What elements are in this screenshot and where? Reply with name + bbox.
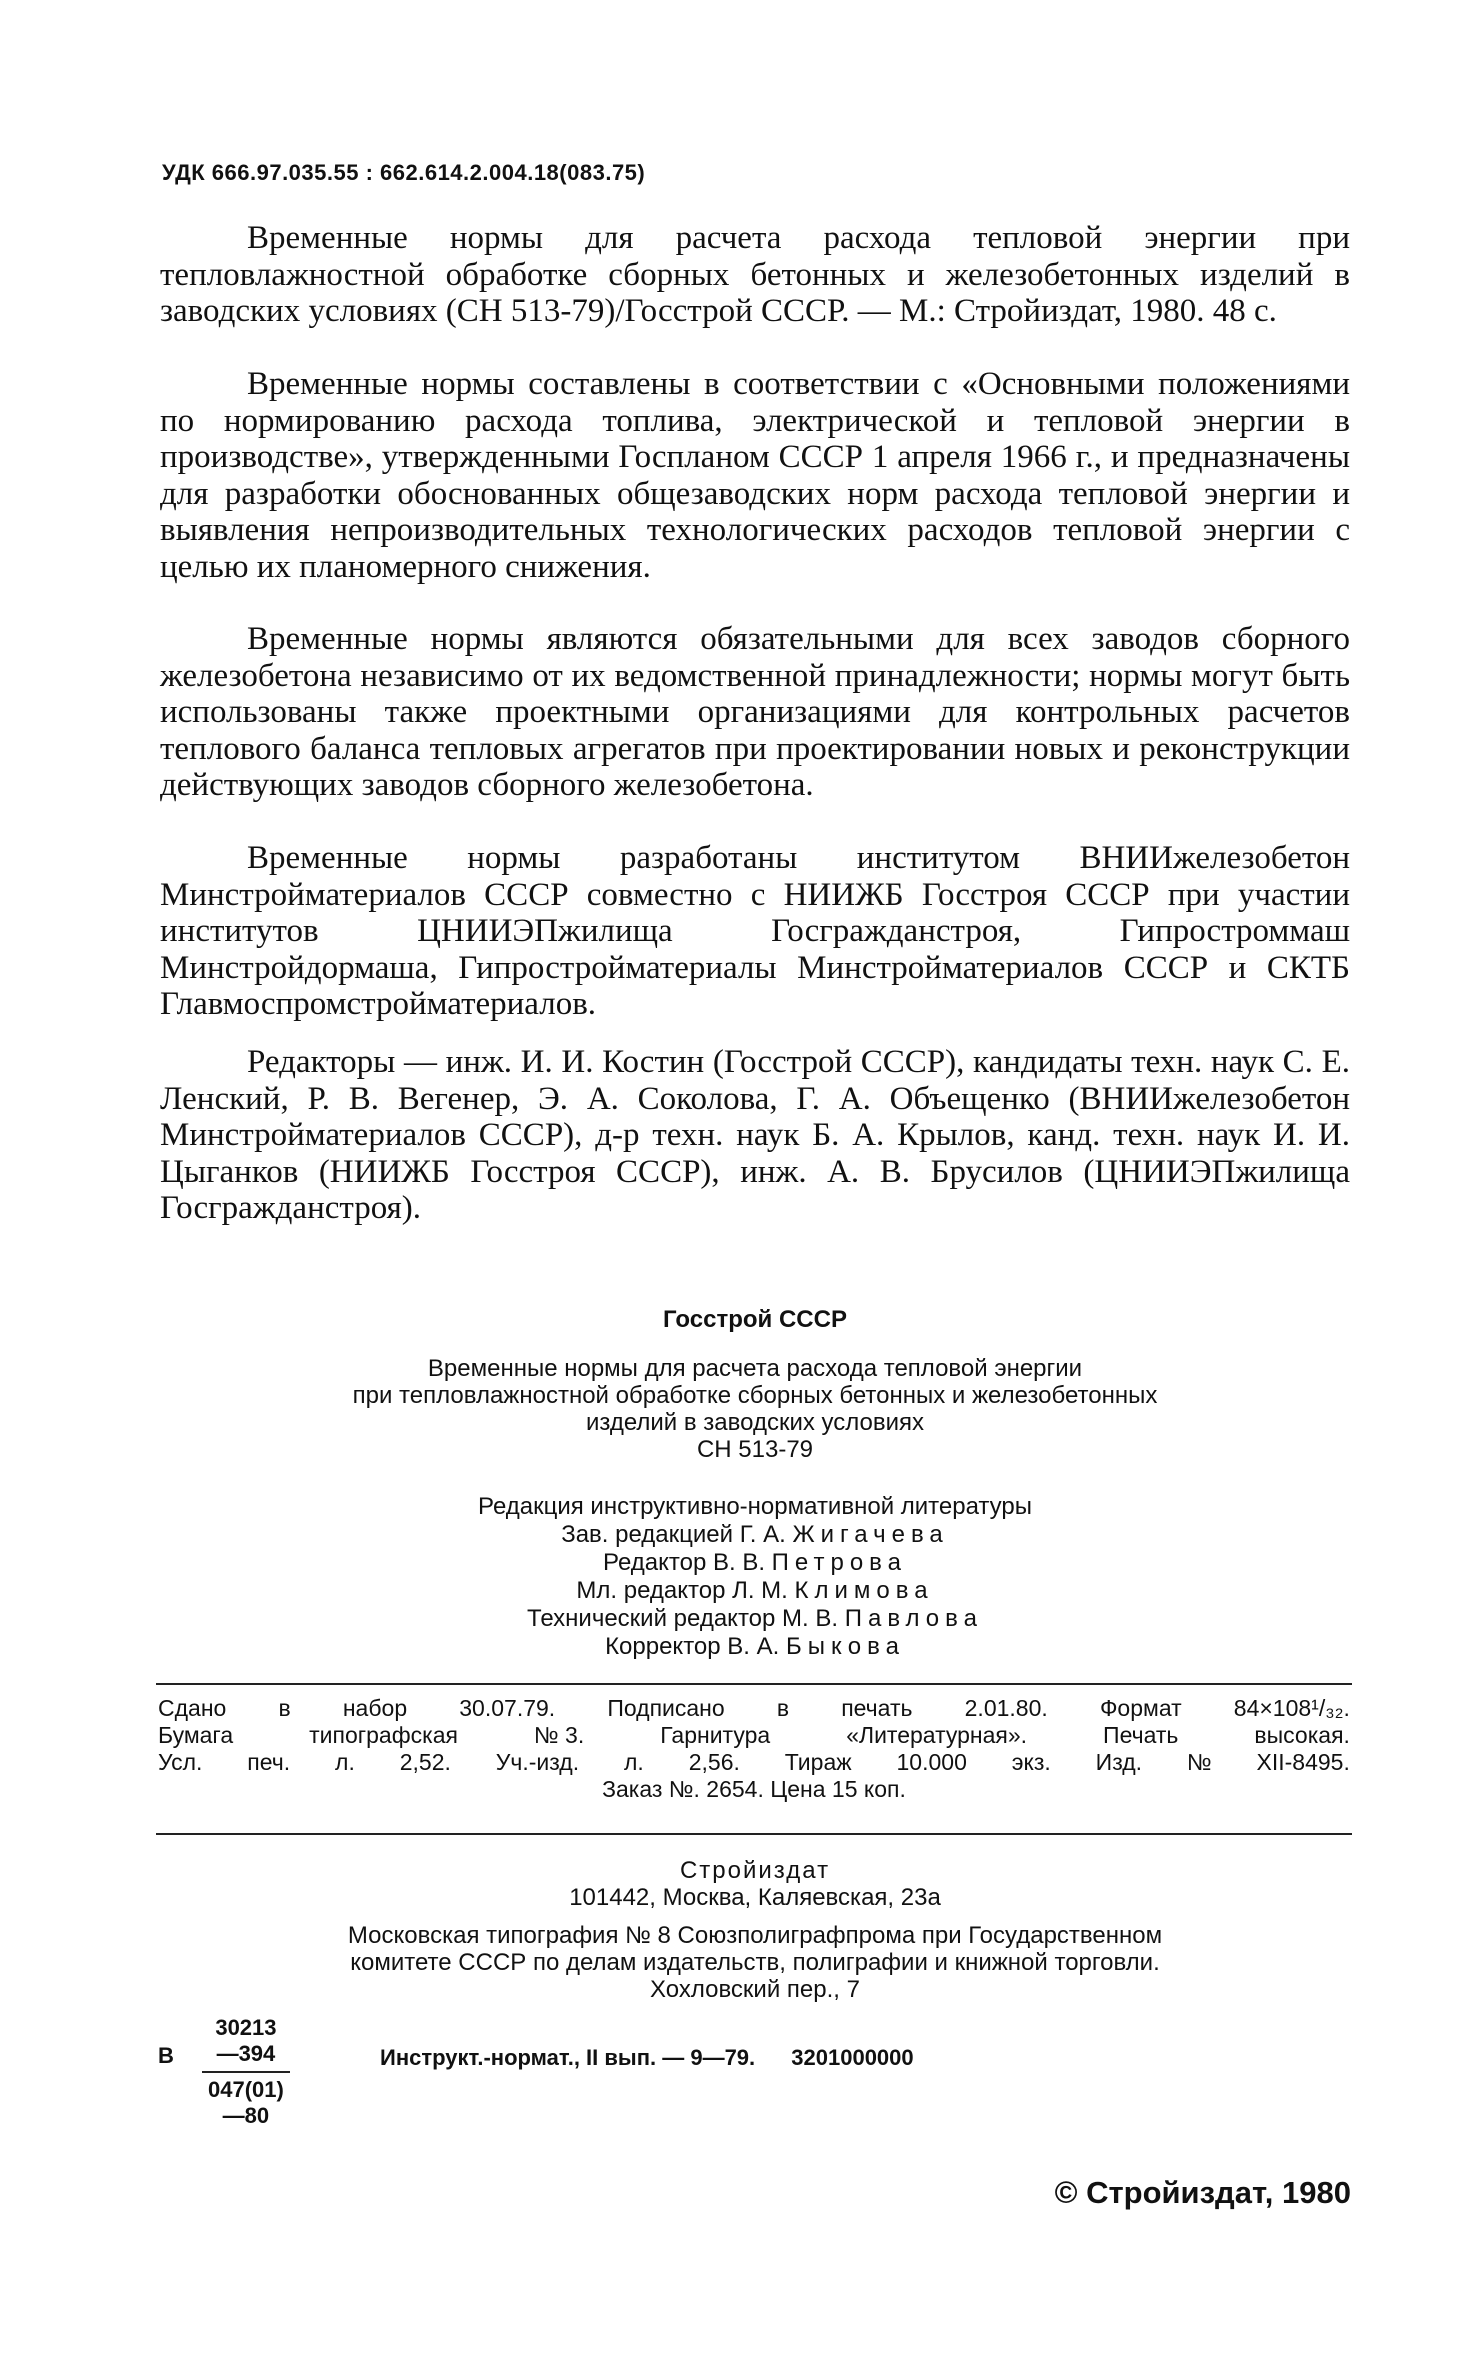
catalog-denominator: 047(01)—80 xyxy=(202,2071,290,2129)
imprint-word: 2.01.80. xyxy=(964,1695,1048,1721)
catalog-number: 3201000000 xyxy=(791,2045,914,2070)
imprint-word: № 3. xyxy=(533,1722,585,1748)
copyright-notice: © Стройиздат, 1980 xyxy=(1054,2175,1351,2210)
imprint-word: Подписано xyxy=(607,1695,725,1721)
imprint-row xyxy=(158,1722,1350,1749)
imprint-word: набор xyxy=(342,1695,408,1721)
imprint-word: Бумага xyxy=(158,1722,234,1748)
printing-house xyxy=(160,1922,1350,2003)
imprint-word: Усл. xyxy=(158,1749,203,1775)
imprint-word: печать xyxy=(841,1695,913,1721)
divider xyxy=(156,1833,1352,1835)
catalog-series-line xyxy=(380,2045,944,2071)
imprint-word: в xyxy=(776,1695,790,1721)
imprint-word: XII-8495. xyxy=(1256,1749,1350,1775)
imprint-word: № xyxy=(1186,1749,1212,1775)
abstract-paragraph-3: Временные нормы являются обязательными для всех заводов сборного железобетона независимо от их ведомственной принадлежности; нормы могут быть использованы также проектными организациями для контрольных расчетов теплового баланса тепловых агрегатов при проектировании новых и реконструкции действующих заводов сборного железобетона. xyxy=(160,621,1350,803)
imprint-word: Формат xyxy=(1099,1695,1182,1721)
staff-role: Корректор В. А. xyxy=(605,1633,780,1660)
colophon-title-line: Временные нормы для расчета расхода тепловой энергии xyxy=(427,1355,1083,1382)
imprint-word: 10.000 xyxy=(896,1749,967,1775)
editorial-staff xyxy=(160,1493,1350,1661)
staff-name: Павлова xyxy=(844,1605,983,1632)
imprint-word: Уч.-изд. xyxy=(495,1749,580,1775)
imprint-word: 2,56. xyxy=(688,1749,740,1775)
imprint-row xyxy=(158,1776,1350,1803)
editorial-office: Редакция инструктивно-нормативной литературы xyxy=(477,1493,1032,1520)
staff-role: Мл. редактор Л. М. xyxy=(576,1577,788,1604)
imprint-word: 30.07.79. xyxy=(459,1695,556,1721)
staff-name: Быкова xyxy=(785,1633,905,1660)
imprint-word: «Литературная». xyxy=(846,1722,1028,1748)
printer-line: Московская типография № 8 Союзполиграфпрома при Государственном xyxy=(347,1922,1163,1949)
colophon-title xyxy=(160,1355,1350,1463)
staff-line xyxy=(160,1521,1350,1549)
staff-line xyxy=(160,1577,1350,1605)
staff-name: Петрова xyxy=(771,1549,907,1576)
catalog-series: Инструкт.-нормат., II вып. — 9—79. xyxy=(380,2045,756,2070)
imprint-word: типографская xyxy=(309,1722,458,1748)
imprint-word: 84×108¹/₃₂. xyxy=(1233,1695,1350,1721)
editors-paragraph: Редакторы — инж. И. И. Костин (Госстрой СССР), кандидаты техн. наук С. Е. Ленский, Р. В. Вегенер, Э. А. Соколова, Г. А. Объещенко (ВНИИжелезобетон Минстройматериалов СССР), д-р техн. наук Б. А. Крылов, канд. техн. наук И. И. Цыганков (НИИЖБ Госстроя СССР), инж. А. В. Брусилов (ЦНИИЭПжилища Госгражданстроя). xyxy=(160,1044,1350,1226)
colophon-heading: Госстрой СССР xyxy=(663,1306,847,1333)
staff-line xyxy=(160,1605,1350,1633)
imprint-word: Сдано xyxy=(158,1695,227,1721)
colophon-title-line: изделий в заводских условиях xyxy=(585,1409,925,1436)
staff-line xyxy=(160,1549,1350,1577)
catalog-letter: В xyxy=(158,2043,174,2068)
catalog-fraction xyxy=(202,2015,290,2129)
staff-role: Редактор В. В. xyxy=(603,1549,765,1576)
imprint-word: в xyxy=(278,1695,291,1721)
printer-line: Хохловский пер., 7 xyxy=(650,1976,860,2003)
imprint-row xyxy=(158,1749,1350,1776)
imprint-row xyxy=(158,1695,1350,1722)
udk-code: УДК 666.97.035.55 : 662.614.2.004.18(083.75) xyxy=(162,160,646,185)
staff-line xyxy=(160,1633,1350,1661)
imprint-word: печ. xyxy=(247,1749,291,1775)
imprint-word: Гарнитура xyxy=(660,1722,771,1748)
staff-name: Климова xyxy=(794,1577,934,1604)
abstract-paragraph-4: Временные нормы разработаны институтом ВНИИжелезобетон Минстройматериалов СССР совместно с НИИЖБ Госстроя СССР при участии институтов ЦНИИЭПжилища Госгражданстроя, Гипростроммаш Минстройдормаша, Гипростройматериалы Минстройматериалов СССР и СКТБ Главмоспромстройматериалов. xyxy=(160,840,1350,1022)
colophon-title-line: при тепловлажностной обработке сборных бетонных и железобетонных xyxy=(352,1382,1158,1409)
divider xyxy=(156,1683,1352,1685)
publisher-address: 101442, Москва, Каляевская, 23а xyxy=(569,1884,941,1911)
staff-name: Жигачева xyxy=(792,1521,949,1548)
imprint-word: Печать xyxy=(1103,1722,1179,1748)
catalog-numerator: 30213—394 xyxy=(215,2015,277,2066)
staff-role: Зав. редакцией Г. А. xyxy=(561,1521,786,1548)
staff-role: Технический редактор М. В. xyxy=(527,1605,839,1632)
imprint-word: экз. xyxy=(1011,1749,1051,1775)
imprint-word: Тираж xyxy=(784,1749,852,1775)
abstract-paragraph-2: Временные нормы составлены в соответствии с «Основными положениями по нормированию расхода топлива, электрической и тепловой энергии в производстве», утвержденными Госпланом СССР 1 апреля 1966 г., и предназначены для разработки обоснованных общезаводских норм расхода тепловой энергии и выявления непроизводительных технологических расходов тепловой энергии с целью их планомерного снижения. xyxy=(160,366,1350,585)
imprint-word: высокая. xyxy=(1254,1722,1350,1748)
publisher-name: Стройиздат xyxy=(679,1857,831,1884)
imprint-word: 2,52. xyxy=(399,1749,451,1775)
print-imprint xyxy=(158,1695,1350,1803)
colophon-standard-code: СН 513-79 xyxy=(696,1436,814,1463)
order-and-price: Заказ №. 2654. Цена 15 коп. xyxy=(602,1776,906,1802)
imprint-word: л. xyxy=(624,1749,644,1775)
imprint-word: л. xyxy=(335,1749,355,1775)
publisher xyxy=(160,1857,1350,1911)
abstract-paragraph-1: Временные нормы для расчета расхода тепловой энергии при тепловлажностной обработке сборных бетонных и железобетонных изделий в заводских условиях (СН 513-79)/Госстрой СССР. — М.: Стройиздат, 1980. 48 с. xyxy=(160,220,1350,329)
imprint-word: Изд. xyxy=(1095,1749,1143,1775)
printer-line: комитете СССР по делам издательств, полиграфии и книжной торговли. xyxy=(350,1949,1160,1976)
